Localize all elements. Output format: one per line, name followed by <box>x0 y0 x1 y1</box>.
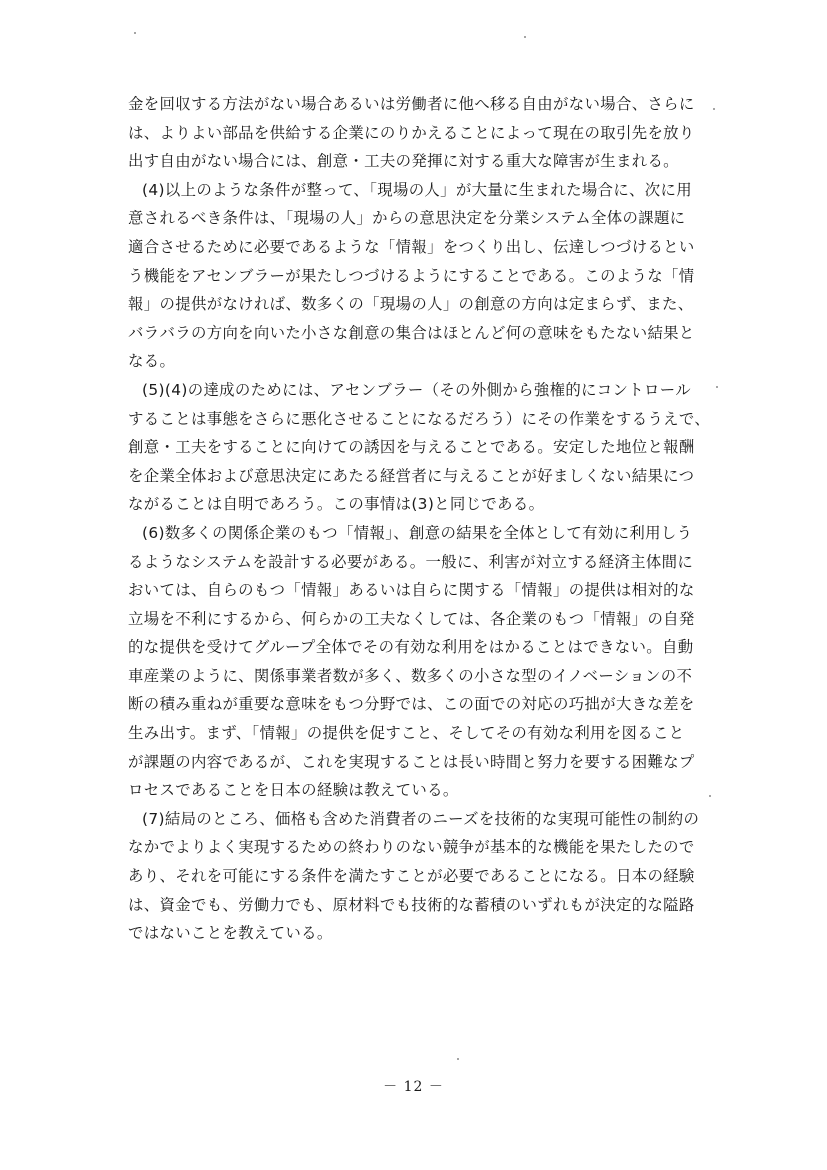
text-line: (5)(4)の達成のためには、アセンブラー（その外側から強権的にコントロール <box>142 380 691 399</box>
text-line: るようなシステムを設計する必要がある。一般に、利害が対立する経済主体間に <box>128 552 694 571</box>
text-line: 車産業のように、関係事業者数が多く、数多くの小さな型のイノベーションの不 <box>128 666 693 685</box>
text-line: 生み出す。まず、「情報」の提供を促すこと、そしてその有効な利用を図ること <box>128 724 685 743</box>
text-line: 金を回収する方法がない場合あるいは労働者に他へ移る自由がない場合、さらに <box>128 95 695 113</box>
text-line: ではないことを教えている。 <box>128 924 333 943</box>
text-line: は、よりよい部品を供給する企業にのりかえることによって現在の取引先を放り <box>128 123 695 142</box>
text-line: することは事態をさらに悪化させることになるだろう）にその作業をするうえで、 <box>128 409 711 428</box>
scan-speck <box>709 795 711 797</box>
scan-speck <box>716 386 718 388</box>
text-line: 創意・工夫をすることに向けての誘因を与えることである。安定した地位と報酬 <box>128 438 695 457</box>
text-line: 出す自由がない場合には、創意・工夫の発揮に対する重大な障害が生まれる。 <box>128 152 679 171</box>
body-text <box>128 90 728 948</box>
text-line: (6)数多くの関係企業のもつ「情報」、創意の結果を全体として有効に利用しう <box>142 523 693 542</box>
text-line: 的な提供を受けてグループ全体でその有効な利用をはかることはできない。自動 <box>128 638 694 657</box>
text-line: バラバラの方向を向いた小さな創意の集合はほとんど何の意味をもたない結果と <box>128 323 695 342</box>
scan-speck <box>457 1058 459 1060</box>
page-number: － 12 － <box>383 1079 444 1095</box>
text-line: 適合させるために必要であるような「情報」をつくり出し、伝達しつづけるとい <box>128 237 695 256</box>
text-line: う機能をアセンブラーが果たしつづけるようにすることである。このような「情 <box>128 266 695 285</box>
text-line: ロセスであることを日本の経験は教えている。 <box>128 781 459 800</box>
scan-speck <box>713 108 715 110</box>
text-line: なる。 <box>128 352 176 371</box>
text-line: (4)以上のような条件が整って、「現場の人」が大量に生まれた場合に、次に用 <box>142 180 693 199</box>
text-line: 意されるべき条件は、「現場の人」からの意思決定を分業システム全体の課題に <box>128 209 686 228</box>
text-line: なかでよりよく実現するための終わりのない競争が基本的な機能を果たしたので <box>128 838 695 857</box>
text-line: あり、それを可能にする条件を満たすことが必要であることになる。日本の経験 <box>128 867 695 886</box>
text-line: 断の積み重ねが重要な意味をもつ分野では、この面での対応の巧拙が大きな差を <box>128 695 695 714</box>
text-line: おいては、自らのもつ「情報」あるいは自らに関する「情報」の提供は相対的な <box>128 581 695 600</box>
text-line: が課題の内容であるが、これを実現することは長い時間と努力を要する困難なプ <box>128 752 695 771</box>
scan-speck <box>134 32 136 34</box>
text-line: ながることは自明であろう。この事情は(3)と同じである。 <box>128 495 545 514</box>
text-line: 立場を不利にするから、何らかの工夫なくしては、各企業のもつ「情報」の自発 <box>128 609 695 628</box>
text-line: 報」の提供がなければ、数多くの「現場の人」の創意の方向は定まらず、また、 <box>128 295 694 314</box>
text-line: (7)結局のところ、価格も含めた消費者のニーズを技術的な実現可能性の制約の <box>142 809 700 828</box>
text-line: を企業全体および意思決定にあたる経営者に与えることが好ましくない結果につ <box>128 466 695 485</box>
scan-speck <box>524 36 526 38</box>
text-line: は、資金でも、労働力でも、原材料でも技術的な蓄積のいずれもが決定的な隘路 <box>128 895 695 914</box>
